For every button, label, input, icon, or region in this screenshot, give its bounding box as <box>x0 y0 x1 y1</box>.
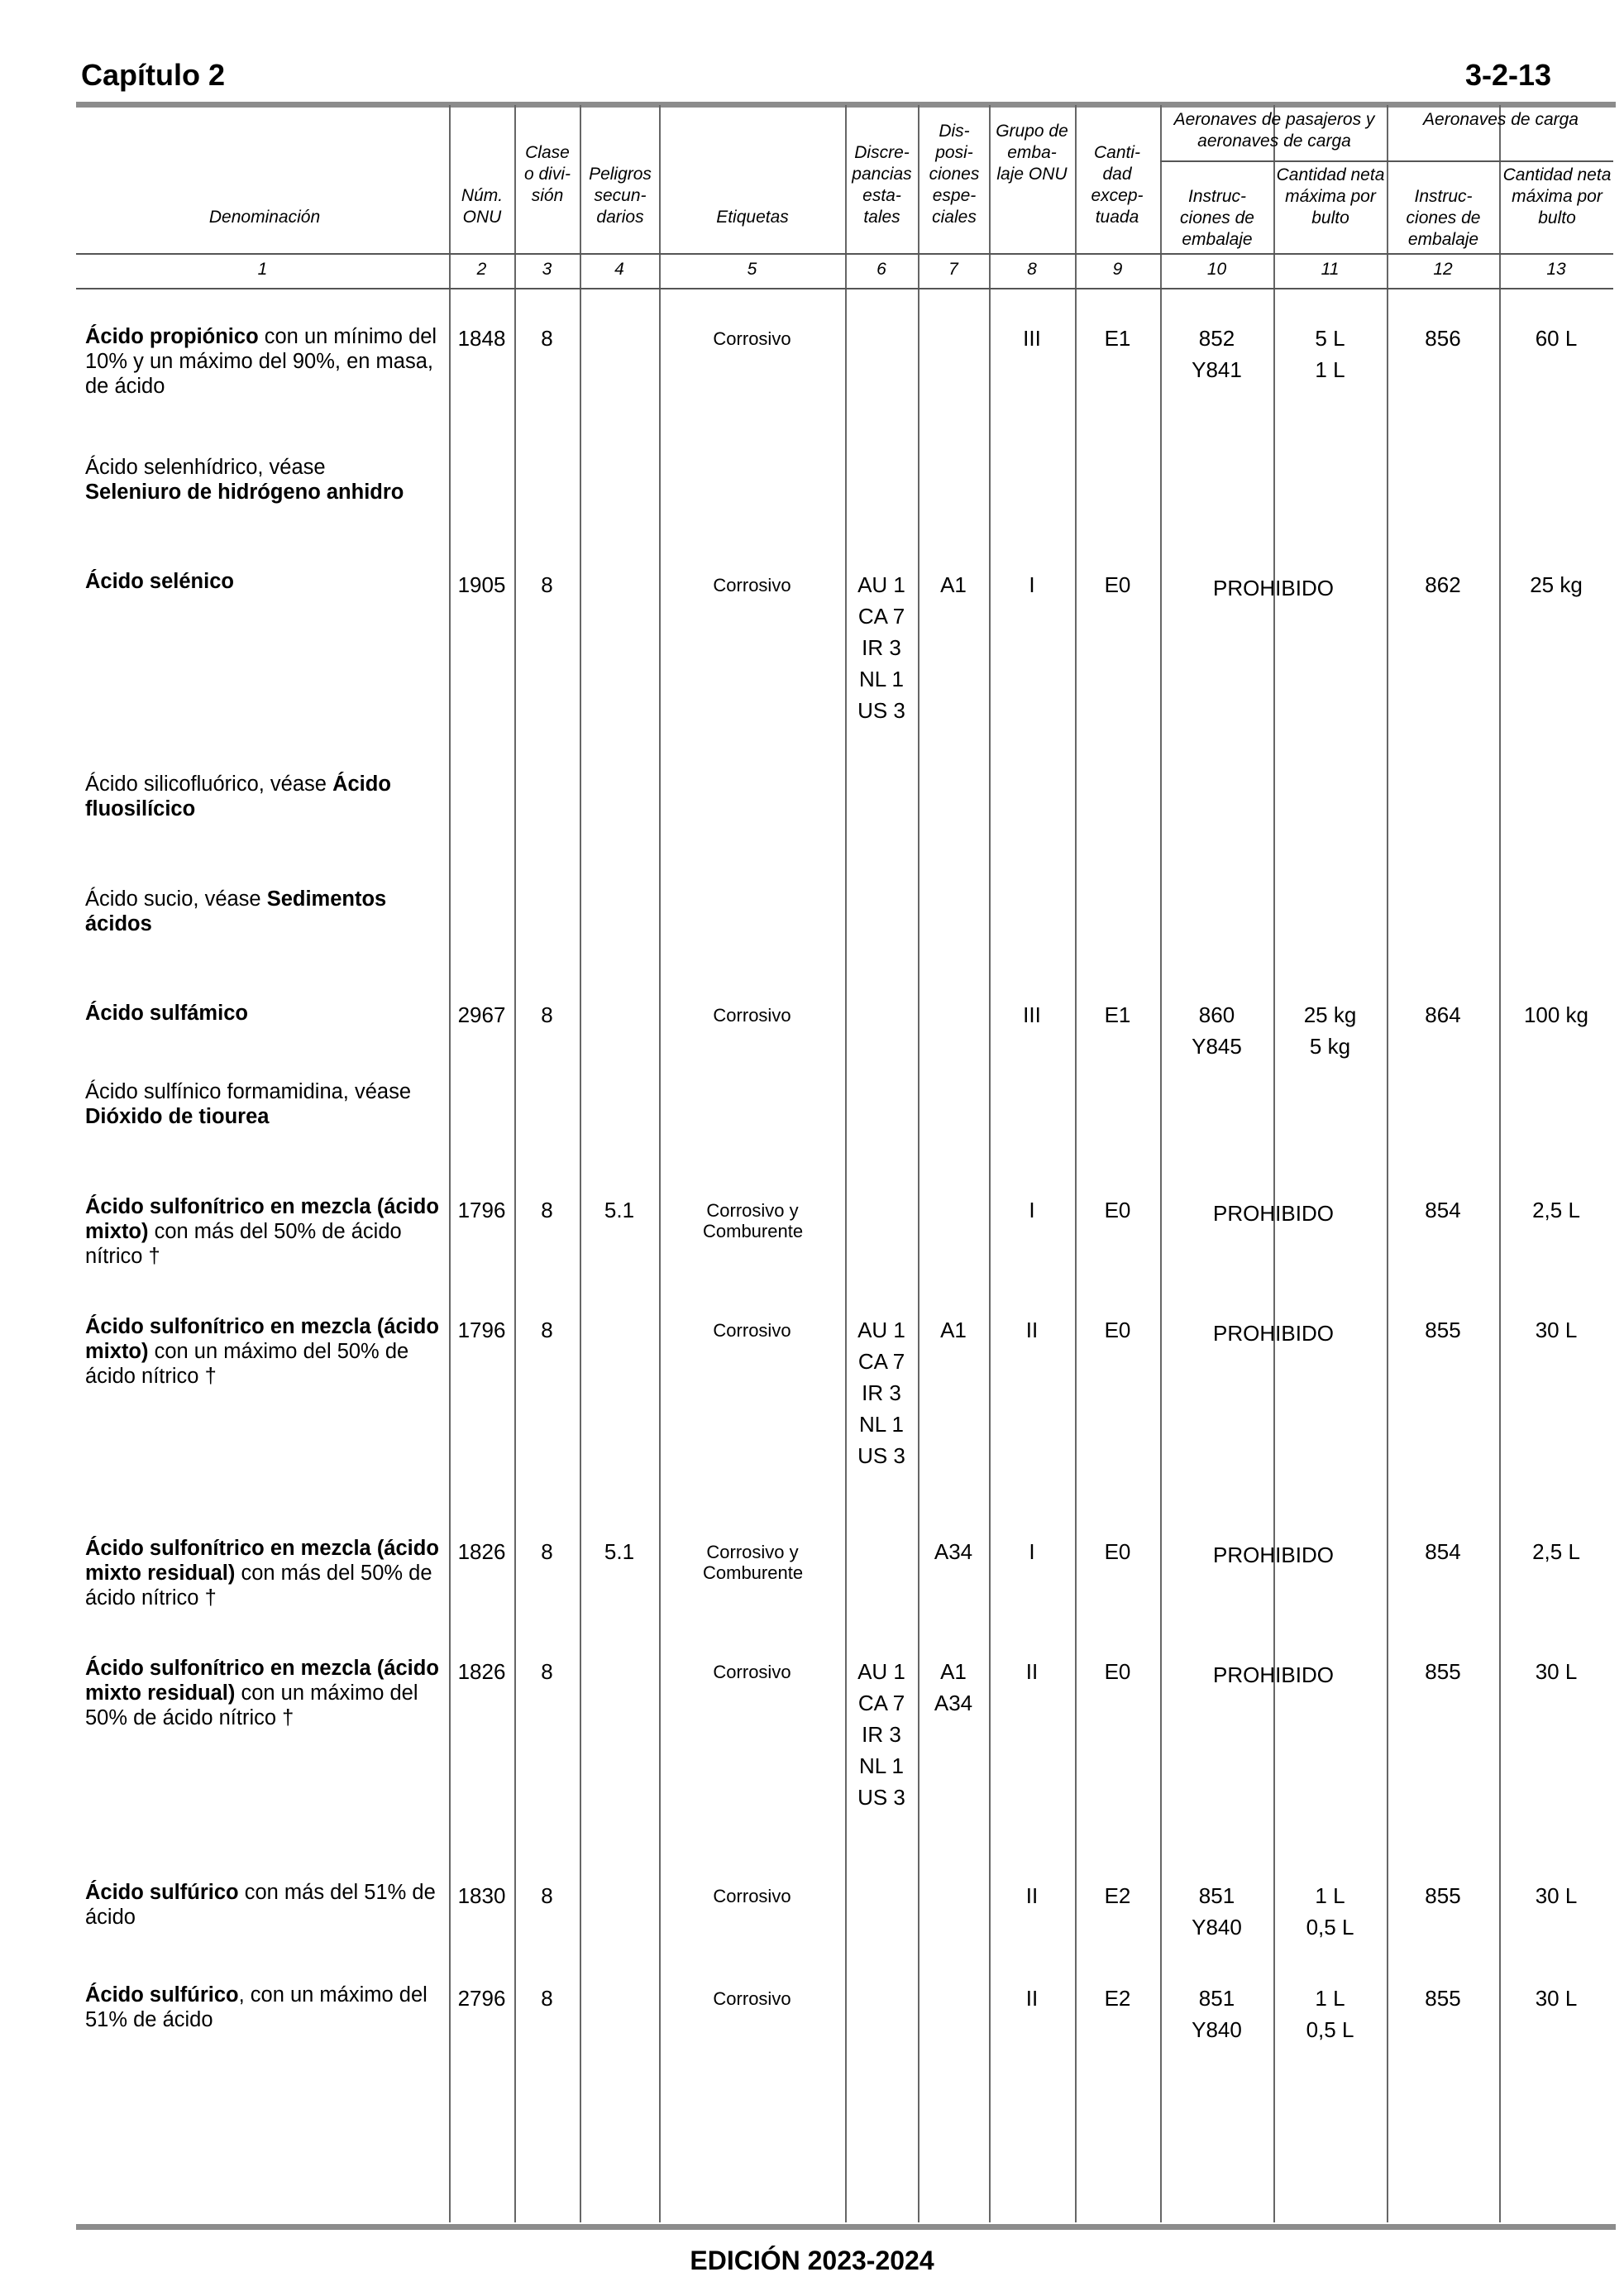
subsidiary-risk: 5.1 <box>604 1539 635 1564</box>
label: Corrosivo <box>713 1005 791 1026</box>
bottom-rule <box>76 2224 1616 2230</box>
col-number: 8 <box>1027 260 1037 279</box>
pi-pax-ltd: Y841 <box>1192 357 1242 382</box>
col-header-12: Instruc- ciones de embalaje <box>1406 187 1481 249</box>
row-name: Ácido selenhídrico, véase Seleniuro de hidrógeno anhidro <box>85 456 404 504</box>
col-header-5: Etiquetas <box>716 208 789 227</box>
variation: AU 1 <box>857 1318 905 1342</box>
pi-cao: 855 <box>1425 1659 1461 1684</box>
col-group-pax: Aeronaves de pasajeros y aeronaves de carga <box>1173 110 1375 151</box>
forbidden-pax: PROHIBIDO <box>1213 1543 1334 1567</box>
col-number: 12 <box>1433 260 1453 279</box>
label: Corrosivo y Comburente <box>703 1200 804 1241</box>
class: 8 <box>541 1002 553 1027</box>
pi-pax-ltd: Y840 <box>1192 1915 1242 1940</box>
pi-pax: 851 <box>1198 1986 1235 2011</box>
col-number: 1 <box>257 260 268 279</box>
variation: US 3 <box>857 1443 905 1468</box>
variation: CA 7 <box>857 604 905 629</box>
label: Corrosivo <box>713 1988 791 2009</box>
pi-cao: 856 <box>1425 326 1461 351</box>
class: 8 <box>541 572 553 597</box>
variation: AU 1 <box>857 572 905 597</box>
qty-pax-ltd: 1 L <box>1315 357 1345 382</box>
col-number: 6 <box>876 260 886 279</box>
row-name: Ácido silicofluórico, véase Ácido fluosilícico <box>85 773 391 820</box>
pi-cao: 855 <box>1425 1318 1461 1342</box>
pi-cao: 862 <box>1425 572 1461 597</box>
label: Corrosivo <box>713 328 791 349</box>
un-number: 1826 <box>457 1539 506 1564</box>
pi-cao: 855 <box>1425 1883 1461 1908</box>
variation: NL 1 <box>859 667 904 691</box>
col-header-6: Discre- pancias esta- tales <box>852 143 912 227</box>
variation: CA 7 <box>857 1691 905 1715</box>
chapter-title: Capítulo 2 <box>81 58 226 92</box>
page-number: 3-2-13 <box>1464 58 1551 92</box>
col-number: 4 <box>614 260 624 279</box>
qty-pax: 1 L <box>1315 1986 1345 2011</box>
special-provision: A1 <box>940 572 967 597</box>
col-header-8: Grupo de emba- laje ONU <box>996 122 1068 184</box>
col-number: 5 <box>747 260 757 279</box>
excepted-qty: E0 <box>1104 1539 1131 1564</box>
variation: US 3 <box>857 698 905 723</box>
qty-cao: 2,5 L <box>1532 1539 1580 1564</box>
pi-pax-ltd: Y840 <box>1192 2017 1242 2042</box>
col-number: 3 <box>542 260 552 279</box>
label: Corrosivo y Comburente <box>703 1542 804 1583</box>
col-number: 13 <box>1546 260 1566 279</box>
qty-pax: 5 L <box>1315 326 1345 351</box>
qty-cao: 100 kg <box>1523 1002 1589 1027</box>
un-number: 1905 <box>457 572 506 597</box>
row-name: Ácido sulfonítrico en mezcla (ácido mixto residual) con más del 50% de ácido nítrico † <box>85 1537 439 1610</box>
variation: IR 3 <box>862 635 901 660</box>
pi-cao: 855 <box>1425 1986 1461 2011</box>
forbidden-pax: PROHIBIDO <box>1213 1201 1334 1226</box>
packing-group: I <box>1029 1539 1035 1564</box>
qty-pax: 25 kg <box>1303 1002 1357 1027</box>
qty-cao: 25 kg <box>1530 572 1583 597</box>
packing-group: I <box>1029 1198 1035 1222</box>
packing-group: II <box>1025 1659 1039 1684</box>
col-number: 2 <box>476 260 487 279</box>
special-provision: A34 <box>934 1539 973 1564</box>
excepted-qty: E2 <box>1104 1986 1131 2011</box>
packing-group: I <box>1029 572 1035 597</box>
qty-pax-ltd: 5 kg <box>1309 1034 1351 1059</box>
qty-cao: 30 L <box>1535 1659 1578 1684</box>
pi-pax: 860 <box>1198 1002 1235 1027</box>
packing-group: II <box>1025 1986 1039 2011</box>
col-number: 7 <box>948 260 958 279</box>
row-name: Ácido selénico <box>85 570 234 593</box>
un-number: 2967 <box>457 1002 506 1027</box>
row-name: Ácido propiónico con un mínimo del 10% y un máximo del 90%, en masa, de ácido <box>85 325 437 398</box>
class: 8 <box>541 1659 553 1684</box>
pi-cao: 864 <box>1425 1002 1461 1027</box>
row-name: Ácido sulfúrico, con un máximo del 51% de ácido <box>85 1983 427 2031</box>
col-header-1: Denominación <box>208 208 321 227</box>
qty-pax-ltd: 0,5 L <box>1306 1915 1354 1940</box>
qty-cao: 30 L <box>1535 1318 1578 1342</box>
class: 8 <box>541 1986 553 2011</box>
label: Corrosivo <box>713 1886 791 1906</box>
col-header-11: Cantidad neta máxima por bulto <box>1276 165 1385 227</box>
variation: US 3 <box>857 1785 905 1810</box>
edition-footer: EDICIÓN 2023-2024 <box>690 2246 934 2275</box>
qty-cao: 60 L <box>1535 326 1578 351</box>
label: Corrosivo <box>713 1662 791 1682</box>
col-header-10: Instruc- ciones de embalaje <box>1180 187 1254 249</box>
row-name: Ácido sulfonítrico en mezcla (ácido mixto residual) con un máximo del 50% de ácido nítrico † <box>85 1657 439 1729</box>
un-number: 1848 <box>457 326 506 351</box>
un-number: 1830 <box>457 1883 506 1908</box>
label: Corrosivo <box>713 1320 791 1341</box>
forbidden-pax: PROHIBIDO <box>1213 1662 1334 1687</box>
subsidiary-risk: 5.1 <box>604 1198 635 1222</box>
excepted-qty: E0 <box>1104 572 1131 597</box>
col-header-13: Cantidad neta máxima por bulto <box>1502 165 1612 227</box>
un-number: 1796 <box>457 1198 506 1222</box>
pi-pax: 851 <box>1198 1883 1235 1908</box>
packing-group: III <box>1023 1002 1041 1027</box>
qty-cao: 2,5 L <box>1532 1198 1580 1222</box>
qty-pax-ltd: 0,5 L <box>1306 2017 1354 2042</box>
row-name: Ácido sulfúrico con más del 51% de ácido <box>85 1881 436 1929</box>
col-header-2: Núm. ONU <box>461 186 504 227</box>
col-header-7: Dis- posi- ciones espe- ciales <box>929 122 980 227</box>
class: 8 <box>541 1198 553 1222</box>
excepted-qty: E1 <box>1104 326 1131 351</box>
pi-pax: 852 <box>1198 326 1235 351</box>
special-provision: A1 <box>940 1659 967 1684</box>
un-number: 1826 <box>457 1659 506 1684</box>
col-header-9: Canti- dad excep- tuada <box>1091 143 1144 227</box>
pi-cao: 854 <box>1425 1539 1461 1564</box>
class: 8 <box>541 1883 553 1908</box>
col-group-cargo: Aeronaves de carga <box>1423 110 1579 129</box>
un-number: 1796 <box>457 1318 506 1342</box>
row-name: Ácido sulfámico <box>85 1002 248 1025</box>
un-number: 2796 <box>457 1986 506 2011</box>
class: 8 <box>541 1539 553 1564</box>
row-name: Ácido sulfonítrico en mezcla (ácido mixto) con más del 50% de ácido nítrico † <box>85 1195 439 1268</box>
variation: IR 3 <box>862 1722 901 1747</box>
special-provision: A34 <box>934 1691 973 1715</box>
label: Corrosivo <box>713 575 791 596</box>
col-number: 11 <box>1321 260 1340 279</box>
col-number: 10 <box>1206 260 1227 279</box>
variation: AU 1 <box>857 1659 905 1684</box>
pi-cao: 854 <box>1425 1198 1461 1222</box>
row-name: Ácido sucio, véase Sedimentos ácidos <box>85 887 387 935</box>
excepted-qty: E0 <box>1104 1198 1131 1222</box>
variation: CA 7 <box>857 1349 905 1374</box>
excepted-qty: E0 <box>1104 1659 1131 1684</box>
variation: NL 1 <box>859 1753 904 1778</box>
variation: IR 3 <box>862 1380 901 1405</box>
col-header-3: Clase o divi- sión <box>523 143 571 205</box>
col-number: 9 <box>1112 260 1123 279</box>
packing-group: II <box>1025 1883 1039 1908</box>
qty-cao: 30 L <box>1535 1986 1578 2011</box>
packing-group: III <box>1023 326 1041 351</box>
row-name: Ácido sulfínico formamidina, véase Dióxido de tiourea <box>85 1080 412 1128</box>
qty-cao: 30 L <box>1535 1883 1578 1908</box>
forbidden-pax: PROHIBIDO <box>1213 576 1334 600</box>
excepted-qty: E2 <box>1104 1883 1131 1908</box>
excepted-qty: E1 <box>1104 1002 1131 1027</box>
packing-group: II <box>1025 1318 1039 1342</box>
row-name: Ácido sulfonítrico en mezcla (ácido mixto) con un máximo del 50% de ácido nítrico † <box>85 1315 439 1388</box>
class: 8 <box>541 326 553 351</box>
special-provision: A1 <box>940 1318 967 1342</box>
pi-pax-ltd: Y845 <box>1192 1034 1242 1059</box>
variation: NL 1 <box>859 1412 904 1437</box>
excepted-qty: E0 <box>1104 1318 1131 1342</box>
class: 8 <box>541 1318 553 1342</box>
forbidden-pax: PROHIBIDO <box>1213 1321 1334 1346</box>
qty-pax: 1 L <box>1315 1883 1345 1908</box>
col-header-4: Peligros secun- darios <box>589 165 652 227</box>
